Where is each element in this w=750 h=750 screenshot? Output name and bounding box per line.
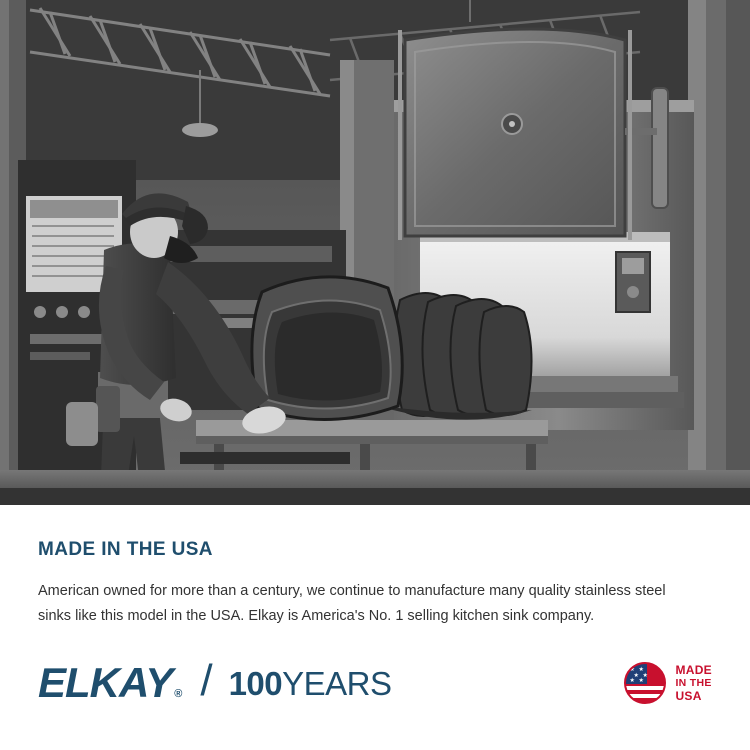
flag-stripes (626, 682, 664, 702)
elkay-anniversary-lockup (38, 656, 392, 706)
anniversary-number: 100 (228, 664, 283, 702)
page-title: MADE IN THE USA (38, 539, 213, 560)
flag-star: ★ (638, 678, 644, 684)
divider-slash: / (200, 656, 213, 705)
flag-star: ★ (642, 673, 648, 679)
flag-star: ★ (633, 673, 639, 679)
anniversary-word: YEARS (282, 664, 392, 702)
brand-footer (0, 630, 750, 750)
flag-star: ★ (629, 667, 635, 673)
badge-line-2: IN THE (675, 676, 712, 689)
elkay-wordmark-text: ELKAY (38, 659, 173, 706)
body-paragraph: American owned for more than a century, we continue to manufacture many quality stainless steel sinks like this model in the USA. Elkay is America's No. 1 selling kitchen sink company. (38, 583, 666, 625)
flag-star: ★ (638, 667, 644, 673)
usa-flag-circle-icon (624, 662, 666, 704)
made-in-usa-text (675, 663, 712, 704)
badge-line-3: USA (675, 689, 702, 704)
elkay-logo (38, 659, 183, 706)
registered-trademark-icon: ® (174, 688, 183, 700)
badge-line-1: MADE (675, 662, 712, 677)
made-in-usa-badge (624, 662, 712, 704)
flag-star: ★ (629, 678, 635, 684)
anniversary-mark (228, 664, 392, 702)
